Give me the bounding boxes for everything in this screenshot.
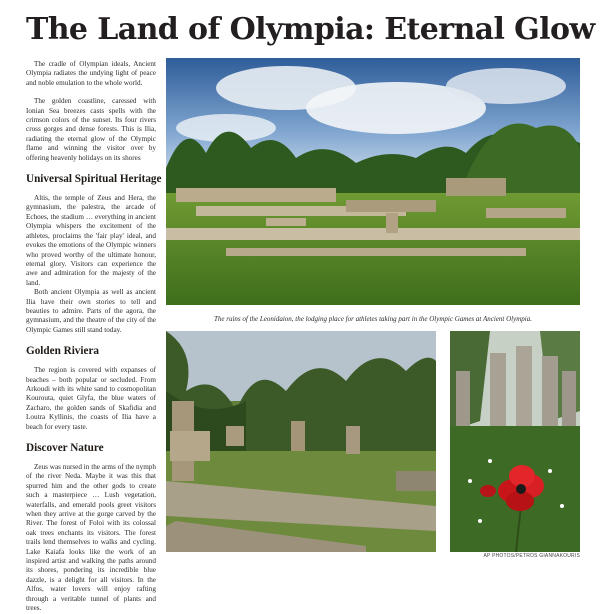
section-paragraph: Altis, the temple of Zeus and Hera, the gymnasium, the palestra, the arcade of Echoes, the stadium … everything in ancient Olympia whispers the excitement of the athletes, proclaims the 'fair play' ideal, and evokes the emotions of the Olympic winners who proved worthy of the ultimate honour, eternal glory. Visitors can experience the awe and admiration for the majesty of the land. bbox=[26, 194, 156, 287]
section-heading: Golden Riviera bbox=[26, 345, 100, 358]
columns-poppy-photo bbox=[450, 331, 580, 552]
section-heading: Discover Nature bbox=[26, 442, 104, 454]
intro-paragraph: The golden coastline, caressed with Ionian Sea breezes casts spells with the crimson colors of the sunset. Its four rivers cross gorges and dense forests. This is Ilia, radiating the eternal glow of the Olympic flame and winning the visitor over by offering heavenly holidays on its shores bbox=[26, 97, 156, 162]
photo-credit: AP PHOTOS/PETROS GIANNAKOURIS bbox=[483, 553, 580, 559]
section-paragraph: Zeus was nursed in the arms of the nymph of the river Neda. Maybe it was this that spurred him and the other gods to create such a masterpiece … Lush vegetation, waterfalls, and emerald pools greet visitors when they arrive at the gorge carved by the River. The forest of Foloi with its colossal oak trees enchants its visitors. The forest trails lend themselves to walks and cycling. Lake Kaiafa looks like the work of an inspired artist and walking the paths around its shores, pondering its incredible blue dazzle, is a delight for all visitors. In the Alfos, water lovers will enjoy rafting through a veritable tunnel of plants and trees. bbox=[26, 463, 156, 613]
section-paragraph: Both ancient Olympia as well as ancient Ilia have their own stories to tell and beauties to admire. Parts of the agora, the gymnasium, and the theatre of the city of the Olympic Games still stand today. bbox=[26, 288, 156, 334]
leonidaion-ruins-photo bbox=[166, 58, 580, 305]
ruins-field-photo bbox=[166, 331, 436, 552]
article-title: The Land of Olympia: Eternal Glow bbox=[26, 12, 595, 47]
section-heading: Universal Spiritual Heritage bbox=[26, 173, 162, 186]
photo-caption: The ruins of the Leonidaion, the lodging place for athletes taking part in the Olympic Games at Ancient Olympia. bbox=[214, 315, 532, 323]
section-paragraph: The region is covered with expanses of beaches – both popular or secluded. From Arkoudi with its white sand to cosmopolitan Kourouta, quiet Glyfa, the blue waters of Zacharo, the golden sands of Skafidia and Loutra Kyllinis, the coasts of Ilia have a beach for every taste. bbox=[26, 366, 156, 431]
article-text-column bbox=[26, 60, 162, 614]
intro-paragraph: The cradle of Olympian ideals, Ancient Olympia radiates the undying light of peace and noble emulation to the whole world. bbox=[26, 60, 156, 87]
